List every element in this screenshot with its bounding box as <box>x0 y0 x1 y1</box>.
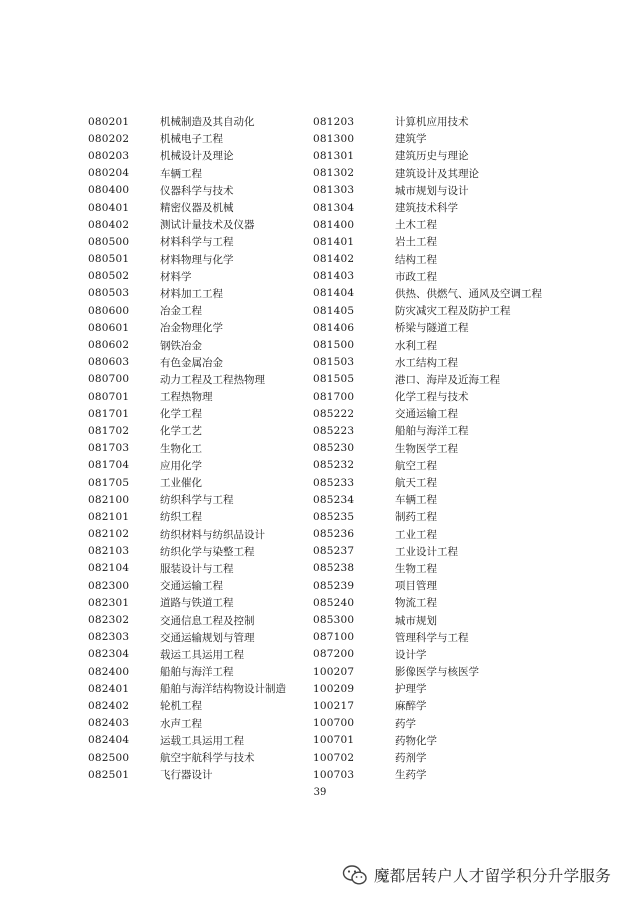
table-row <box>313 285 542 302</box>
table-row <box>88 629 286 646</box>
discipline-code: 080401 <box>88 201 130 214</box>
discipline-name: 港口、海岸及近海工程 <box>395 373 500 386</box>
discipline-name: 化学工程 <box>160 408 202 421</box>
discipline-code: 085237 <box>313 545 355 558</box>
discipline-code: 081405 <box>313 304 355 317</box>
table-row <box>313 268 542 285</box>
discipline-code: 080202 <box>88 132 130 145</box>
discipline-name: 药剂学 <box>395 752 427 765</box>
discipline-name: 航天工程 <box>395 477 437 490</box>
discipline-name: 交通运输工程 <box>395 408 458 421</box>
table-row <box>88 422 286 439</box>
discipline-code: 080203 <box>88 149 130 162</box>
table-row <box>88 491 286 508</box>
table-row <box>88 182 286 199</box>
discipline-code: 081300 <box>313 132 355 145</box>
discipline-name: 道路与铁道工程 <box>160 597 234 610</box>
discipline-code: 081402 <box>313 253 355 266</box>
table-row <box>313 388 542 405</box>
discipline-name: 纺织化学与染整工程 <box>160 545 255 558</box>
discipline-code: 085234 <box>313 493 355 506</box>
discipline-name: 城市规划与设计 <box>395 184 469 197</box>
discipline-code: 080600 <box>88 304 130 317</box>
discipline-name: 药学 <box>395 717 416 730</box>
discipline-code: 082401 <box>88 682 130 695</box>
discipline-name: 材料物理与化学 <box>160 253 234 266</box>
discipline-name: 纺织材料与纺织品设计 <box>160 528 265 541</box>
discipline-code: 085300 <box>313 614 355 627</box>
discipline-code: 080402 <box>88 218 130 231</box>
discipline-name: 交通运输工程 <box>160 580 223 593</box>
table-row <box>88 715 286 732</box>
discipline-code: 081301 <box>313 149 355 162</box>
discipline-name: 供热、供燃气、通风及空调工程 <box>395 287 542 300</box>
discipline-code: 080501 <box>88 253 130 266</box>
table-row <box>88 165 286 182</box>
discipline-name: 动力工程及工程热物理 <box>160 373 265 386</box>
discipline-code: 100700 <box>313 717 355 730</box>
discipline-name: 建筑技术科学 <box>395 202 458 215</box>
discipline-code: 080601 <box>88 321 130 334</box>
table-row <box>88 663 286 680</box>
discipline-code: 081503 <box>313 356 355 369</box>
table-row <box>313 251 542 268</box>
discipline-name: 物流工程 <box>395 597 437 610</box>
watermark-text: 魔都居转户人才留学积分升学服务 <box>374 867 612 885</box>
discipline-name: 土木工程 <box>395 219 437 232</box>
discipline-code: 081302 <box>313 167 355 180</box>
table-row <box>313 611 542 628</box>
table-row <box>313 663 542 680</box>
discipline-name: 设计学 <box>395 648 427 661</box>
discipline-name: 精密仪器及机械 <box>160 202 234 215</box>
table-row <box>313 474 542 491</box>
discipline-code: 082302 <box>88 614 130 627</box>
table-row <box>88 457 286 474</box>
discipline-code: 100702 <box>313 751 355 764</box>
table-row <box>313 130 542 147</box>
discipline-name: 工程热物理 <box>160 391 213 404</box>
discipline-name: 机械设计及理论 <box>160 150 234 163</box>
discipline-name: 载运工具运用工程 <box>160 648 244 661</box>
discipline-code: 081403 <box>313 270 355 283</box>
discipline-code: 085230 <box>313 442 355 455</box>
table-row <box>313 216 542 233</box>
discipline-code: 081505 <box>313 373 355 386</box>
discipline-name: 飞行器设计 <box>160 769 213 782</box>
discipline-code: 081702 <box>88 424 130 437</box>
discipline-name: 船舶与海洋工程 <box>160 666 234 679</box>
discipline-name: 项目管理 <box>395 580 437 593</box>
table-row <box>88 594 286 611</box>
discipline-code: 087200 <box>313 648 355 661</box>
discipline-name: 冶金工程 <box>160 305 202 318</box>
discipline-code: 080700 <box>88 373 130 386</box>
table-row <box>88 680 286 697</box>
discipline-code: 085233 <box>313 476 355 489</box>
discipline-code: 082100 <box>88 493 130 506</box>
table-row <box>88 577 286 594</box>
discipline-name: 材料学 <box>160 270 192 283</box>
discipline-name: 材料科学与工程 <box>160 236 234 249</box>
table-row <box>88 319 286 336</box>
table-row <box>313 233 542 250</box>
discipline-name: 航空宇航科学与技术 <box>160 752 255 765</box>
page-number: 39 <box>313 787 327 798</box>
discipline-code: 081701 <box>88 407 130 420</box>
discipline-name: 纺织科学与工程 <box>160 494 234 507</box>
table-row <box>88 285 286 302</box>
discipline-name: 机械电子工程 <box>160 133 223 146</box>
discipline-code: 081203 <box>313 115 355 128</box>
table-row <box>88 199 286 216</box>
discipline-code: 085222 <box>313 407 355 420</box>
discipline-name: 服装设计与工程 <box>160 562 234 575</box>
discipline-code: 082501 <box>88 768 130 781</box>
discipline-code: 082303 <box>88 631 130 644</box>
discipline-code: 080503 <box>88 287 130 300</box>
table-row <box>313 336 542 353</box>
table-row <box>88 697 286 714</box>
discipline-name: 工业催化 <box>160 477 202 490</box>
discipline-name: 轮机工程 <box>160 700 202 713</box>
discipline-name: 交通运输规划与管理 <box>160 631 255 644</box>
discipline-code: 080400 <box>88 184 130 197</box>
discipline-name: 车辆工程 <box>395 494 437 507</box>
discipline-name: 管理科学与工程 <box>395 631 469 644</box>
table-row <box>88 560 286 577</box>
discipline-code: 082300 <box>88 579 130 592</box>
discipline-code: 082400 <box>88 665 130 678</box>
table-row <box>88 732 286 749</box>
table-row <box>313 147 542 164</box>
discipline-code: 081303 <box>313 184 355 197</box>
discipline-code: 085236 <box>313 528 355 541</box>
table-row <box>313 182 542 199</box>
discipline-name: 化学工程与技术 <box>395 391 469 404</box>
table-row <box>313 319 542 336</box>
table-row <box>88 405 286 422</box>
discipline-name: 影像医学与核医学 <box>395 666 479 679</box>
discipline-name: 桥梁与隧道工程 <box>395 322 469 335</box>
table-row <box>313 199 542 216</box>
table-row <box>88 268 286 285</box>
table-row <box>88 543 286 560</box>
discipline-code: 082404 <box>88 734 130 747</box>
table-row <box>88 216 286 233</box>
discipline-code: 081404 <box>313 287 355 300</box>
discipline-code: 100703 <box>313 768 355 781</box>
discipline-code: 100701 <box>313 734 355 747</box>
discipline-name: 城市规划 <box>395 614 437 627</box>
table-row <box>88 749 286 766</box>
discipline-name: 冶金物理化学 <box>160 322 223 335</box>
table-row <box>88 474 286 491</box>
table-row <box>313 405 542 422</box>
discipline-name: 测试计量技术及仪器 <box>160 219 255 232</box>
discipline-name: 结构工程 <box>395 253 437 266</box>
discipline-name: 运载工具运用工程 <box>160 734 244 747</box>
discipline-name: 航空工程 <box>395 459 437 472</box>
discipline-code: 100209 <box>313 682 355 695</box>
discipline-name: 生物化工 <box>160 442 202 455</box>
discipline-code: 080603 <box>88 356 130 369</box>
table-row <box>313 113 542 130</box>
discipline-code: 081401 <box>313 235 355 248</box>
table-row <box>313 697 542 714</box>
discipline-code: 081705 <box>88 476 130 489</box>
discipline-name: 防灾减灾工程及防护工程 <box>395 305 511 318</box>
discipline-name: 计算机应用技术 <box>395 116 469 129</box>
discipline-name: 建筑设计及其理论 <box>395 167 479 180</box>
discipline-code: 081400 <box>313 218 355 231</box>
discipline-code: 082103 <box>88 545 130 558</box>
discipline-name: 麻醉学 <box>395 700 427 713</box>
table-row <box>88 336 286 353</box>
discipline-name: 化学工艺 <box>160 425 202 438</box>
table-row <box>313 457 542 474</box>
table-row <box>313 302 542 319</box>
discipline-name: 工业设计工程 <box>395 545 458 558</box>
table-row <box>88 388 286 405</box>
discipline-name: 应用化学 <box>160 459 202 472</box>
discipline-name: 船舶与海洋结构物设计制造 <box>160 683 286 696</box>
discipline-code: 082301 <box>88 596 130 609</box>
discipline-code: 082403 <box>88 717 130 730</box>
table-row <box>88 251 286 268</box>
table-row <box>313 766 542 783</box>
discipline-name: 岩土工程 <box>395 236 437 249</box>
table-row <box>88 130 286 147</box>
table-row <box>313 165 542 182</box>
discipline-code: 085223 <box>313 424 355 437</box>
discipline-code: 081700 <box>313 390 355 403</box>
discipline-name: 生物医学工程 <box>395 442 458 455</box>
discipline-name: 市政工程 <box>395 270 437 283</box>
table-row <box>313 354 542 371</box>
discipline-name: 纺织工程 <box>160 511 202 524</box>
discipline-name: 工业工程 <box>395 528 437 541</box>
discipline-code: 080701 <box>88 390 130 403</box>
left-column <box>88 113 286 783</box>
table-row <box>88 113 286 130</box>
wechat-icon <box>342 864 368 886</box>
discipline-name: 仪器科学与技术 <box>160 184 234 197</box>
discipline-name: 有色金属冶金 <box>160 356 223 369</box>
table-row <box>88 354 286 371</box>
discipline-name: 水声工程 <box>160 717 202 730</box>
table-row <box>313 560 542 577</box>
discipline-code: 087100 <box>313 631 355 644</box>
discipline-code: 085232 <box>313 459 355 472</box>
table-row <box>313 422 542 439</box>
table-row <box>88 526 286 543</box>
table-row <box>313 715 542 732</box>
table-row <box>88 646 286 663</box>
discipline-code: 085240 <box>313 596 355 609</box>
table-row <box>313 732 542 749</box>
discipline-code: 081704 <box>88 459 130 472</box>
discipline-name: 机械制造及其自动化 <box>160 116 255 129</box>
discipline-name: 船舶与海洋工程 <box>395 425 469 438</box>
table-row <box>88 233 286 250</box>
discipline-code: 081304 <box>313 201 355 214</box>
discipline-code: 082402 <box>88 699 130 712</box>
table-row <box>313 440 542 457</box>
table-row <box>313 543 542 560</box>
right-column <box>313 113 542 783</box>
discipline-code: 085235 <box>313 510 355 523</box>
table-row <box>313 594 542 611</box>
table-row <box>88 147 286 164</box>
discipline-code: 080201 <box>88 115 130 128</box>
discipline-name: 水工结构工程 <box>395 356 458 369</box>
discipline-code: 081500 <box>313 339 355 352</box>
discipline-name: 交通信息工程及控制 <box>160 614 255 627</box>
table-row <box>313 371 542 388</box>
discipline-code: 082101 <box>88 510 130 523</box>
discipline-code: 081406 <box>313 321 355 334</box>
table-row <box>313 491 542 508</box>
discipline-code: 085239 <box>313 579 355 592</box>
watermark <box>342 864 611 886</box>
table-row <box>313 577 542 594</box>
discipline-name: 护理学 <box>395 683 427 696</box>
table-row <box>313 629 542 646</box>
discipline-name: 材料加工工程 <box>160 287 223 300</box>
table-row <box>88 508 286 525</box>
table-row <box>88 611 286 628</box>
discipline-name: 建筑历史与理论 <box>395 150 469 163</box>
discipline-code: 080500 <box>88 235 130 248</box>
table-row <box>313 508 542 525</box>
discipline-name: 生药学 <box>395 769 427 782</box>
discipline-code: 085238 <box>313 562 355 575</box>
discipline-code: 081703 <box>88 442 130 455</box>
discipline-code: 082102 <box>88 528 130 541</box>
discipline-code: 100217 <box>313 699 355 712</box>
table-row <box>88 440 286 457</box>
discipline-name: 车辆工程 <box>160 167 202 180</box>
discipline-code: 080502 <box>88 270 130 283</box>
discipline-name: 水利工程 <box>395 339 437 352</box>
table-row <box>88 302 286 319</box>
discipline-name: 生物工程 <box>395 562 437 575</box>
discipline-code: 082500 <box>88 751 130 764</box>
discipline-code: 082104 <box>88 562 130 575</box>
discipline-code: 100207 <box>313 665 355 678</box>
table-row <box>313 680 542 697</box>
table-row <box>313 526 542 543</box>
table-row <box>88 766 286 783</box>
discipline-code: 080204 <box>88 167 130 180</box>
discipline-code: 080602 <box>88 339 130 352</box>
discipline-name: 药物化学 <box>395 734 437 747</box>
discipline-name: 建筑学 <box>395 133 427 146</box>
table-row <box>313 646 542 663</box>
discipline-name: 制药工程 <box>395 511 437 524</box>
discipline-name: 钢铁冶金 <box>160 339 202 352</box>
discipline-code: 082304 <box>88 648 130 661</box>
table-row <box>313 749 542 766</box>
table-row <box>88 371 286 388</box>
